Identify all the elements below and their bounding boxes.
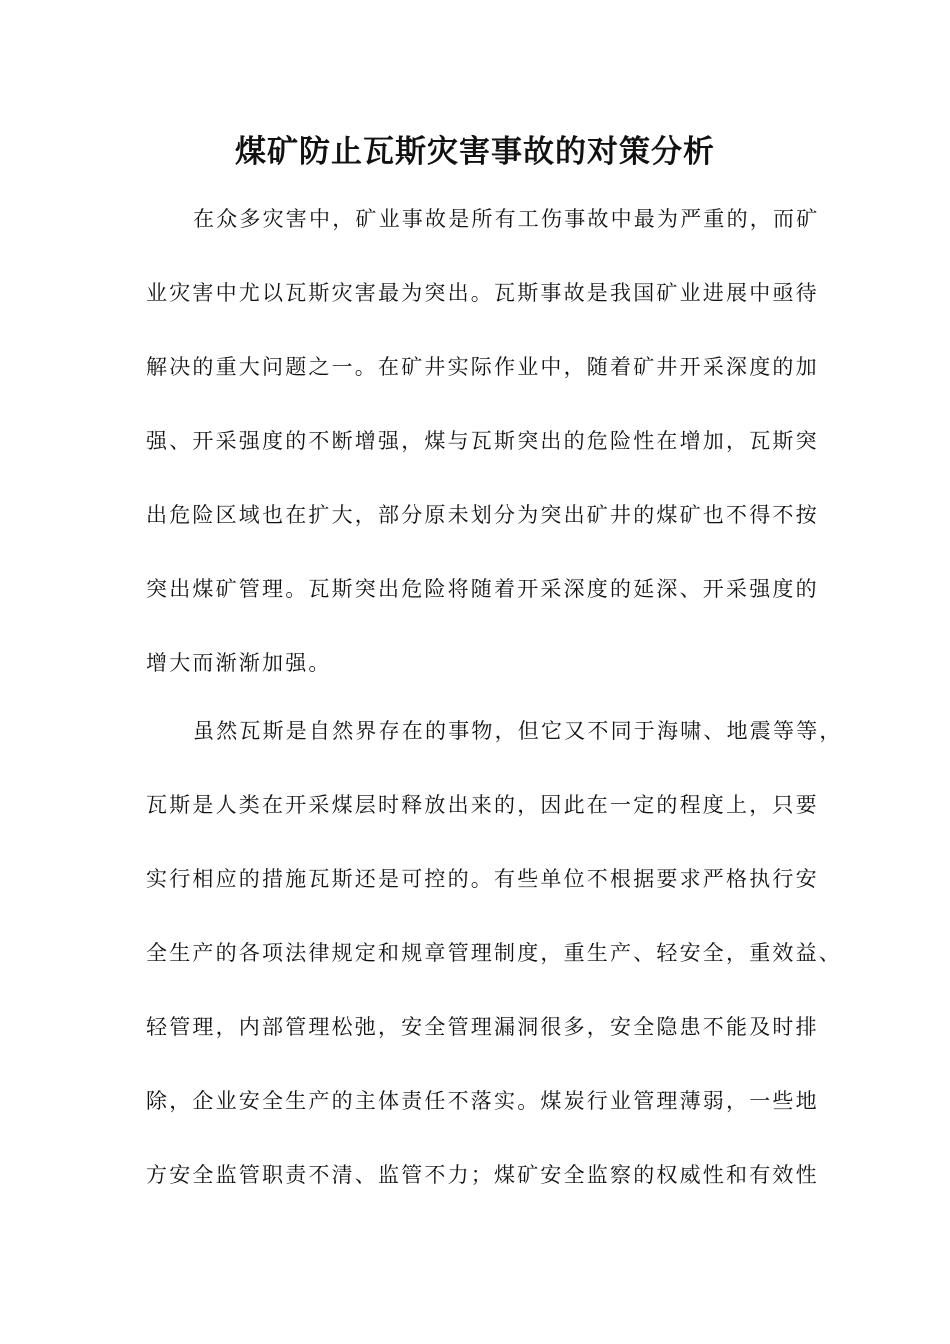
paragraph-2-line-1: 虽然瓦斯是自然界存在的事物，但它又不同于海啸、地震等等， <box>193 719 843 743</box>
paragraph-1-line-6: 突出煤矿管理。瓦斯突出危险将随着开采深度的延深、开采强度的 <box>146 577 819 601</box>
paragraph-1-line-7: 增大而渐渐加强。 <box>146 651 332 675</box>
paragraph-1-line-1: 在众多灾害中，矿业事故是所有工伤事故中最为严重的，而矿 <box>193 207 820 231</box>
paragraph-2-line-4: 全生产的各项法律规定和规章管理制度，重生产、轻安全，重效益、 <box>146 941 842 965</box>
paragraph-2-line-7: 方安全监管职责不清、监管不力；煤矿安全监察的权威性和有效性 <box>146 1163 819 1187</box>
paragraph-2-line-2: 瓦斯是人类在开采煤层时释放出来的，因此在一定的程度上，只要 <box>146 793 819 817</box>
paragraph-2-line-6: 除，企业安全生产的主体责任不落实。煤炭行业管理薄弱，一些地 <box>146 1089 819 1113</box>
document-title: 煤矿防止瓦斯灾害事故的对策分析 <box>235 134 715 170</box>
paragraph-2-line-3: 实行相应的措施瓦斯还是可控的。有些单位不根据要求严格执行安 <box>146 867 819 891</box>
paragraph-1-line-5: 出危险区域也在扩大，部分原未划分为突出矿井的煤矿也不得不按 <box>146 503 819 527</box>
paragraph-2-line-5: 轻管理，内部管理松弛，安全管理漏洞很多，安全隐患不能及时排 <box>146 1015 819 1039</box>
paragraph-1-line-2: 业灾害中尤以瓦斯灾害最为突出。瓦斯事故是我国矿业进展中亟待 <box>146 281 819 305</box>
paragraph-1-line-4: 强、开采强度的不断增强，煤与瓦斯突出的危险性在增加，瓦斯突 <box>146 429 819 453</box>
paragraph-1-line-3: 解决的重大问题之一。在矿井实际作业中，随着矿井开采深度的加 <box>146 355 819 379</box>
